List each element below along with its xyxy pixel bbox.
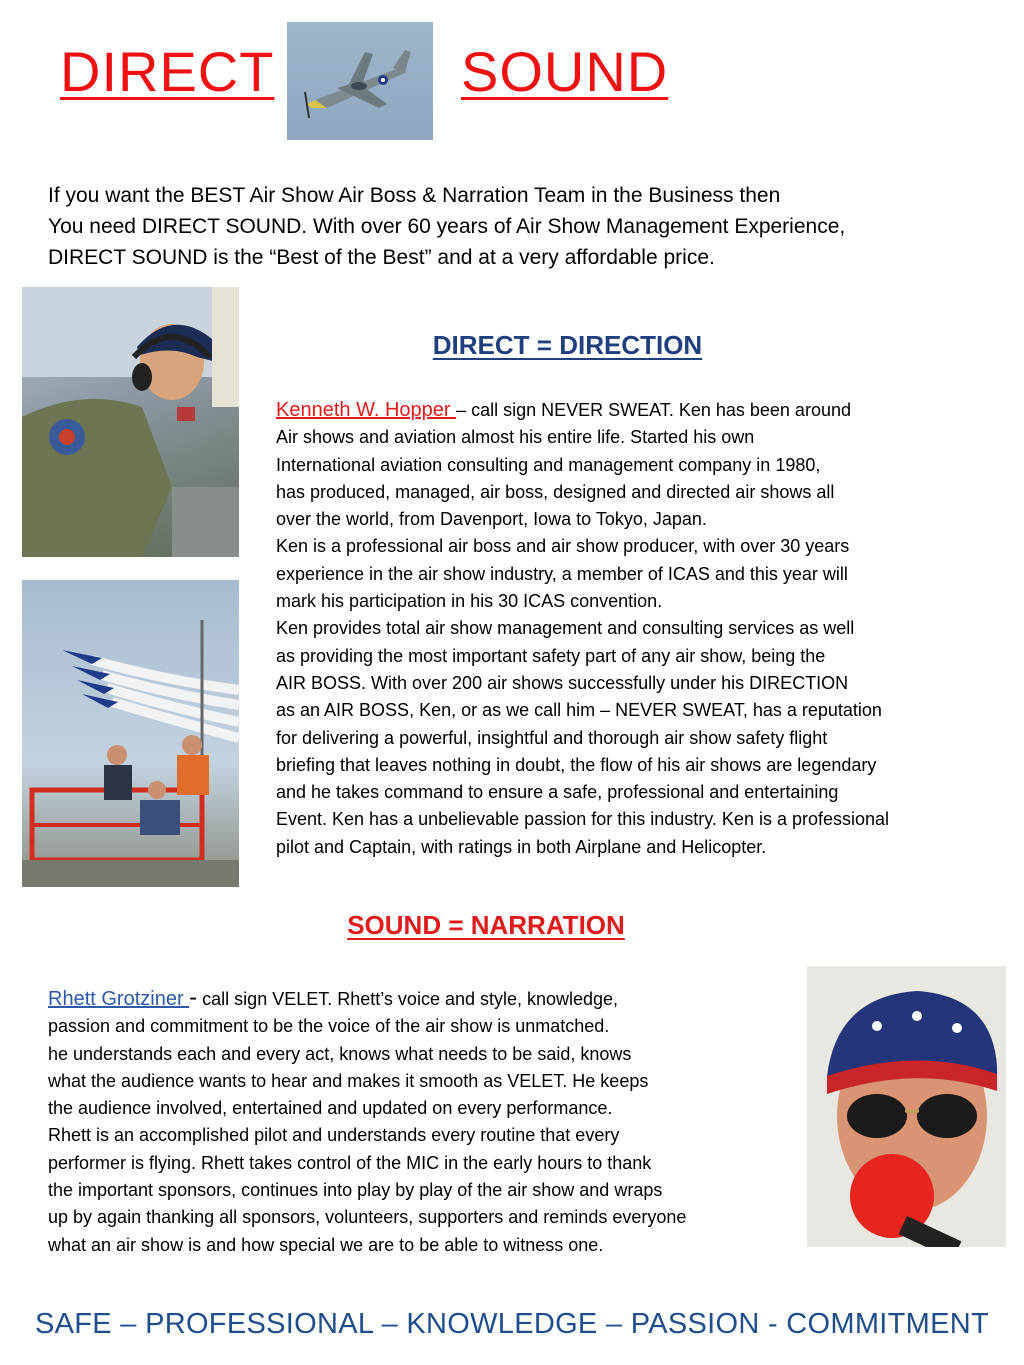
bio-line: the audience involved, entertained and updated on every performance. [48, 1098, 613, 1119]
title-direct: DIRECT [60, 40, 275, 103]
bio-line: Rhett is an accomplished pilot and understands every routine that every [48, 1125, 620, 1146]
intro-line: DIRECT SOUND is the “Best of the Best” and at a very affordable price. [48, 246, 715, 269]
bio-line: and he takes command to ensure a safe, professional and entertaining [276, 782, 839, 803]
air-boss-headset-photo [22, 287, 239, 557]
bio-line: what the audience wants to hear and makes it smooth as VELET. He keeps [48, 1070, 649, 1091]
bio-line: International aviation consulting and management company in 1980, [276, 454, 821, 475]
p51-mustang-photo [287, 22, 433, 140]
bio-line: over the world, from Davenport, Iowa to Tokyo, Japan. [276, 509, 707, 530]
bio-line: experience in the air show industry, a member of ICAS and this year will [276, 563, 848, 584]
title-sound: SOUND [461, 40, 669, 103]
sound-narration-heading: SOUND = NARRATION [347, 910, 625, 940]
blue-angels-lift-photo [22, 580, 239, 887]
bio-line: performer is flying. Rhett takes control of the MIC in the early hours to thank [48, 1152, 652, 1173]
bio-line: briefing that leaves nothing in doubt, the flow of his air shows are legendary [276, 754, 877, 775]
bio-line: Air shows and aviation almost his entire life. Started his own [276, 427, 755, 448]
bio-line: he understands each and every act, knows what needs to be said, knows [48, 1043, 632, 1064]
bio-line: as providing the most important safety part of any air show, being the [276, 645, 826, 666]
bio-line: as an AIR BOSS, Ken, or as we call him – NEVER SWEAT, has a reputation [276, 700, 882, 721]
bio-line: up by again thanking all sponsors, volunteers, supporters and reminds everyone [48, 1207, 687, 1228]
ken-name-link[interactable]: Kenneth W. Hopper [276, 399, 457, 421]
ken-callsign-text: – call sign NEVER SWEAT. Ken has been around [456, 400, 851, 420]
intro-paragraph [48, 180, 1008, 273]
bio-line: AIR BOSS. With over 200 air shows successfully under his DIRECTION [276, 672, 849, 693]
rhett-callsign-text: call sign VELET. Rhett’s voice and style, knowledge, [197, 989, 619, 1009]
bio-line: the important sponsors, continues into play by play of the air show and wraps [48, 1180, 663, 1201]
intro-line: If you want the BEST Air Show Air Boss & Narration Team in the Business then [48, 184, 781, 207]
rhett-dash: - [189, 984, 198, 1011]
bio-line: pilot and Captain, with ratings in both Airplane and Helicopter. [276, 836, 767, 857]
narrator-microphone-photo [807, 966, 1006, 1247]
direct-direction-heading: DIRECT = DIRECTION [432, 330, 703, 360]
ken-bio-first-line [276, 397, 1006, 424]
bio-line: for delivering a powerful, insightful and thorough air show safety flight [276, 727, 828, 748]
ken-bio [276, 397, 1006, 861]
footer-tagline: SAFE – PROFESSIONAL – KNOWLEDGE – PASSION - COMMITMENT [34, 1308, 990, 1340]
rhett-name-link[interactable]: Rhett Grotziner [48, 988, 190, 1010]
bio-line: what an air show is and how special we are to be able to witness one. [48, 1234, 604, 1255]
rhett-bio [48, 984, 798, 1259]
bio-line: mark his participation in his 30 ICAS convention. [276, 591, 663, 612]
bio-line: Ken is a professional air boss and air show producer, with over 30 years [276, 536, 850, 557]
bio-line: Event. Ken has a unbelievable passion for this industry. Ken is a professional [276, 809, 890, 830]
bio-line: has produced, managed, air boss, designed and directed air shows all [276, 481, 835, 502]
bio-line: Ken provides total air show management and consulting services as well [276, 618, 855, 639]
intro-line: You need DIRECT SOUND. With over 60 years of Air Show Management Experience, [48, 215, 846, 238]
rhett-bio-first-line [48, 984, 798, 1013]
bio-line: passion and commitment to be the voice of the air show is unmatched. [48, 1016, 610, 1037]
